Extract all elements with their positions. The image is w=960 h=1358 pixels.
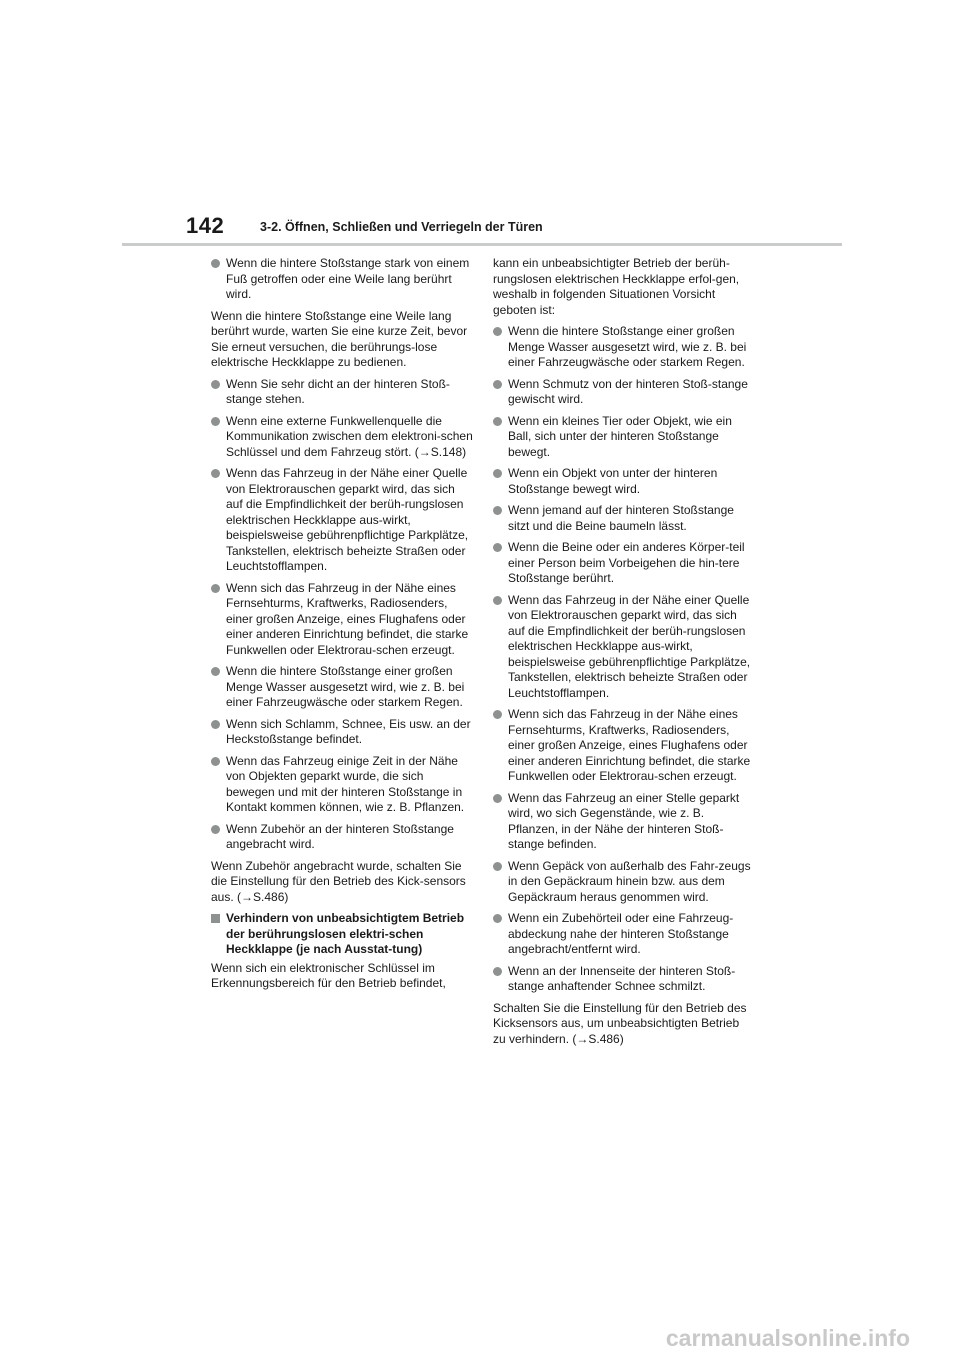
bullet-dot-icon	[211, 380, 220, 389]
bullet-dot-icon	[493, 506, 502, 515]
bullet-item	[493, 911, 755, 958]
paragraph	[211, 859, 473, 906]
bullet-text: Wenn eine externe Funkwellenquelle die Kommunikation zwischen dem elektroni-schen Schlüssel und dem Fahrzeug stört. (→S.148)	[226, 413, 473, 459]
bullet-item	[211, 377, 473, 408]
paragraph-text: Wenn die hintere Stoßstange eine Weile lang berührt wurde, warten Sie eine kurze Zeit, bevor Sie erneut versuchen, die berührungs-lose elektrische Heckklappe zu bedienen.	[211, 308, 468, 369]
bullet-dot-icon	[211, 720, 220, 729]
bullet-item	[493, 964, 755, 995]
bullet-dot-icon	[211, 825, 220, 834]
bullet-text: Wenn das Fahrzeug in der Nähe einer Quelle von Elektrorauschen geparkt wird, das sich auf die Empfindlichkeit der berüh-rungslosen elektrischen Heckklappe aus-wirkt, beispielsweise gebührenpflichtige Parkplätze, Tankstellen, elektrisch beheizte Straßen oder Leuchtstofflampen.	[508, 592, 751, 700]
bullet-dot-icon	[493, 327, 502, 336]
bullet-item	[493, 593, 755, 702]
bullet-text: Wenn das Fahrzeug in der Nähe einer Quelle von Elektrorauschen geparkt wird, das sich auf die Empfindlichkeit der berüh-rungslosen elektrischen Heckklappe aus-wirkt, beispielsweise gebührenpflichtige Parkplätze, Tankstellen, elektrisch beheizte Straßen oder Leuchtstofflampen.	[226, 466, 469, 573]
bullet-text: Wenn die Beine oder ein anderes Körper-teil einer Person beim Vorbeigehen die hin-tere Stoßstange berührt.	[508, 540, 745, 585]
paragraph-text: Wenn sich ein elektronischer Schlüssel im Erkennungsbereich für den Betrieb befindet,	[211, 960, 446, 990]
paragraph	[493, 1001, 755, 1048]
right-column	[493, 256, 755, 1053]
bullet-dot-icon	[493, 380, 502, 389]
bullet-item	[493, 791, 755, 853]
paragraph	[211, 309, 473, 371]
bullet-text: Wenn Sie sehr dicht an der hinteren Stoß-stange stehen.	[226, 376, 450, 406]
section-title: 3-2. Öffnen, Schließen und Verriegeln der Türen	[260, 220, 543, 234]
bullet-dot-icon	[493, 862, 502, 871]
bullet-item	[493, 859, 755, 906]
bullet-text: Wenn das Fahrzeug an einer Stelle geparkt wird, wo sich Gegenstände, wie z. B. Pflanzen, in der Nähe der hinteren Stoß-stange befinden.	[508, 790, 740, 851]
bullet-item	[493, 707, 755, 785]
bullet-item	[211, 256, 473, 303]
bullet-text: Wenn ein kleines Tier oder Objekt, wie ein Ball, sich unter der hinteren Stoßstange bewegt.	[508, 413, 732, 459]
bullet-text: Wenn die hintere Stoßstange stark von einem Fuß getroffen oder eine Weile lang berührt wird.	[226, 256, 470, 301]
bullet-item	[211, 581, 473, 659]
bullet-text: Wenn sich Schlamm, Schnee, Eis usw. an der Heckstoßstange befindet.	[226, 716, 471, 746]
bullet-text: Wenn jemand auf der hinteren Stoßstange sitzt und die Beine baumeln lässt.	[508, 503, 734, 533]
heading-text: Verhindern von unbeabsichtigtem Betrieb der berührungslosen elektri-schen Heckklappe (je nach Ausstat-tung)	[226, 911, 465, 956]
bullet-dot-icon	[211, 259, 220, 268]
bullet-text: Wenn das Fahrzeug einige Zeit in der Nähe von Objekten geparkt wurde, die sich bewegen und mit der hinteren Stoßstange in Kontakt kommen können, wie z. B. Pflanzen.	[226, 753, 465, 814]
bullet-item	[211, 717, 473, 748]
heading-square-icon	[211, 914, 220, 923]
bullet-dot-icon	[493, 469, 502, 478]
bullet-text: Wenn ein Zubehörteil oder eine Fahrzeug-abdeckung nahe der hinteren Stoßstange angebracht/entfernt wird.	[508, 911, 734, 956]
bullet-item	[493, 414, 755, 461]
bullet-item	[493, 324, 755, 371]
bullet-item	[211, 822, 473, 853]
left-column	[211, 256, 473, 998]
bullet-dot-icon	[493, 914, 502, 923]
bullet-dot-icon	[493, 967, 502, 976]
bullet-item	[211, 466, 473, 575]
bullet-text: Wenn Schmutz von der hinteren Stoß-stange gewischt wird.	[508, 376, 748, 406]
paragraph-text: Schalten Sie die Einstellung für den Betrieb des Kicksensors aus, um unbeabsichtigten Betrieb zu verhindern. (→S.486)	[493, 1000, 747, 1046]
bullet-text: Wenn ein Objekt von unter der hinteren Stoßstange bewegt wird.	[508, 466, 718, 496]
paragraph-text: kann ein unbeabsichtigter Betrieb der berüh-rungslosen elektrischen Heckklappe erfol-gen, weshalb in folgenden Situationen Vorsicht geboten ist:	[493, 256, 740, 317]
bullet-item	[211, 754, 473, 816]
bullet-item	[493, 540, 755, 587]
bullet-text: Wenn an der Innenseite der hinteren Stoß-stange anhaftender Schnee schmilzt.	[508, 963, 736, 993]
bullet-dot-icon	[493, 710, 502, 719]
bullet-dot-icon	[211, 584, 220, 593]
bullet-dot-icon	[211, 667, 220, 676]
watermark-text: carmanualsonline.info	[665, 1325, 910, 1351]
bullet-text: Wenn sich das Fahrzeug in der Nähe eines Fernsehturms, Kraftwerks, Radiosenders, einer großen Anzeige, eines Flughafens oder einer anderen Einrichtung befindet, die starke Funkwellen oder Elektrorau-schen erzeugt.	[508, 707, 751, 783]
bullet-item	[493, 503, 755, 534]
bullet-item	[211, 414, 473, 461]
page-number: 142	[186, 213, 225, 238]
bullet-text: Wenn die hintere Stoßstange einer großen Menge Wasser ausgesetzt wird, wie z. B. bei einer Fahrzeugwäsche oder starkem Regen.	[226, 664, 465, 709]
bullet-item	[493, 377, 755, 408]
bullet-dot-icon	[493, 543, 502, 552]
bullet-text: Wenn die hintere Stoßstange einer großen Menge Wasser ausgesetzt wird, wie z. B. bei einer Fahrzeugwäsche oder starkem Regen.	[508, 324, 747, 369]
bullet-dot-icon	[493, 596, 502, 605]
bullet-item	[493, 466, 755, 497]
subsection-heading	[211, 911, 473, 958]
paragraph-text: Wenn Zubehör angebracht wurde, schalten Sie die Einstellung für den Betrieb des Kick-sensors aus. (→S.486)	[211, 858, 466, 904]
bullet-dot-icon	[211, 469, 220, 478]
bullet-text: Wenn Zubehör an der hinteren Stoßstange angebracht wird.	[226, 821, 454, 851]
bullet-dot-icon	[493, 794, 502, 803]
bullet-dot-icon	[211, 417, 220, 426]
header-rule	[122, 243, 842, 246]
bullet-dot-icon	[211, 757, 220, 766]
paragraph	[211, 961, 473, 992]
bullet-dot-icon	[493, 417, 502, 426]
bullet-text: Wenn Gepäck von außerhalb des Fahr-zeugs in den Gepäckraum hinein bzw. aus dem Gepäckraum heraus genommen wird.	[508, 858, 751, 904]
bullet-item	[211, 664, 473, 711]
paragraph	[493, 256, 755, 318]
bullet-text: Wenn sich das Fahrzeug in der Nähe eines Fernsehturms, Kraftwerks, Radiosenders, einer großen Anzeige, eines Flughafens oder einer anderen Einrichtung befindet, die starke Funkwellen oder Elektrorau-schen erzeugt.	[226, 580, 469, 657]
